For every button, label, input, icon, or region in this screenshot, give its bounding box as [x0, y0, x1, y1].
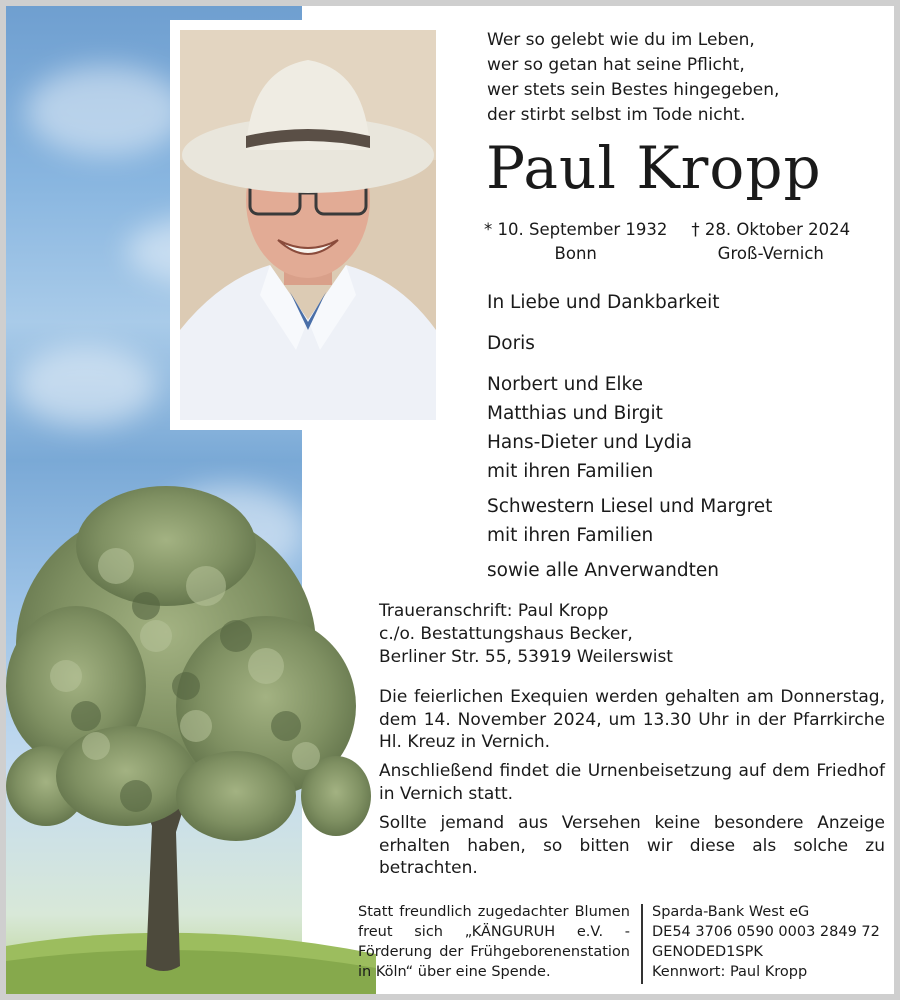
poem-line: der stirbt selbst im Tode nicht. [487, 105, 746, 125]
portrait-photo [180, 30, 436, 420]
poem-line: wer so getan hat seine Pflicht, [487, 55, 745, 75]
birth-date: * 10. September 1932 [484, 220, 668, 239]
address-line: Traueranschrift: Paul Kropp [379, 601, 609, 621]
bank-iban: DE54 3706 0590 0003 2849 72 [652, 924, 880, 940]
memorial-poem [487, 28, 779, 128]
notice-paragraph: Sollte jemand aus Versehen keine besondere Anzeige erhalten haben, so bitten wir diese als solche zu betrachten. [379, 813, 885, 878]
poem-line: wer stets sein Bestes hingegeben, [487, 80, 780, 100]
service-paragraph: Die feierlichen Exequien werden gehalten am Donnerstag, dem 14. November 2024, um 13.30 Uhr in der Pfarrkirche Hl. Kreuz in Vernich. [379, 687, 885, 752]
poem-line: Wer so gelebt wie du im Leben, [487, 30, 755, 50]
portrait-illustration [180, 30, 436, 420]
death-date: † 28. Oktober 2024 [691, 220, 851, 239]
mourners-intro: In Liebe und Dankbarkeit [487, 292, 720, 313]
bank-name: Sparda-Bank West eG [652, 904, 810, 920]
mourner-name: Norbert und Elke [487, 374, 643, 395]
bank-bic: GENODED1SPK [652, 944, 763, 960]
mourner-name: mit ihren Familien [487, 525, 654, 546]
mourner-name: Schwestern Liesel und Margret [487, 496, 773, 517]
portrait-frame [170, 20, 446, 430]
deceased-name: Paul Kropp [486, 134, 822, 202]
oak-tree-illustration [6, 476, 376, 994]
address-line: c./o. Bestattungshaus Becker, [379, 624, 633, 644]
footer-divider [641, 904, 643, 984]
mourners-list [487, 288, 772, 585]
mourner-name: Doris [487, 333, 535, 354]
birth-place: Bonn [554, 244, 597, 263]
bank-reference: Kennwort: Paul Kropp [652, 964, 808, 980]
life-dates [484, 218, 850, 266]
death-place: Groß-Vernich [717, 244, 824, 263]
birth-info [484, 218, 667, 266]
burial-paragraph: Anschließend findet die Urnenbeisetzung auf dem Friedhof in Vernich statt. [379, 761, 885, 804]
mourner-name: Matthias und Birgit [487, 403, 663, 424]
address-line: Berliner Str. 55, 53919 Weilerswist [379, 647, 673, 667]
obituary-card [6, 6, 894, 994]
donation-text: Statt freundlich zugedachter Blumen freut sich „KÄNGURUH e.V. - Förderung der Frühgeborenenstation in Köln“ über eine Spende. [358, 904, 630, 980]
mourner-name: sowie alle Anverwandten [487, 560, 719, 581]
mourner-name: mit ihren Familien [487, 461, 654, 482]
bank-details [652, 902, 880, 982]
mourner-name: Hans-Dieter und Lydia [487, 432, 693, 453]
mourning-address [379, 600, 673, 669]
death-info [691, 218, 850, 266]
